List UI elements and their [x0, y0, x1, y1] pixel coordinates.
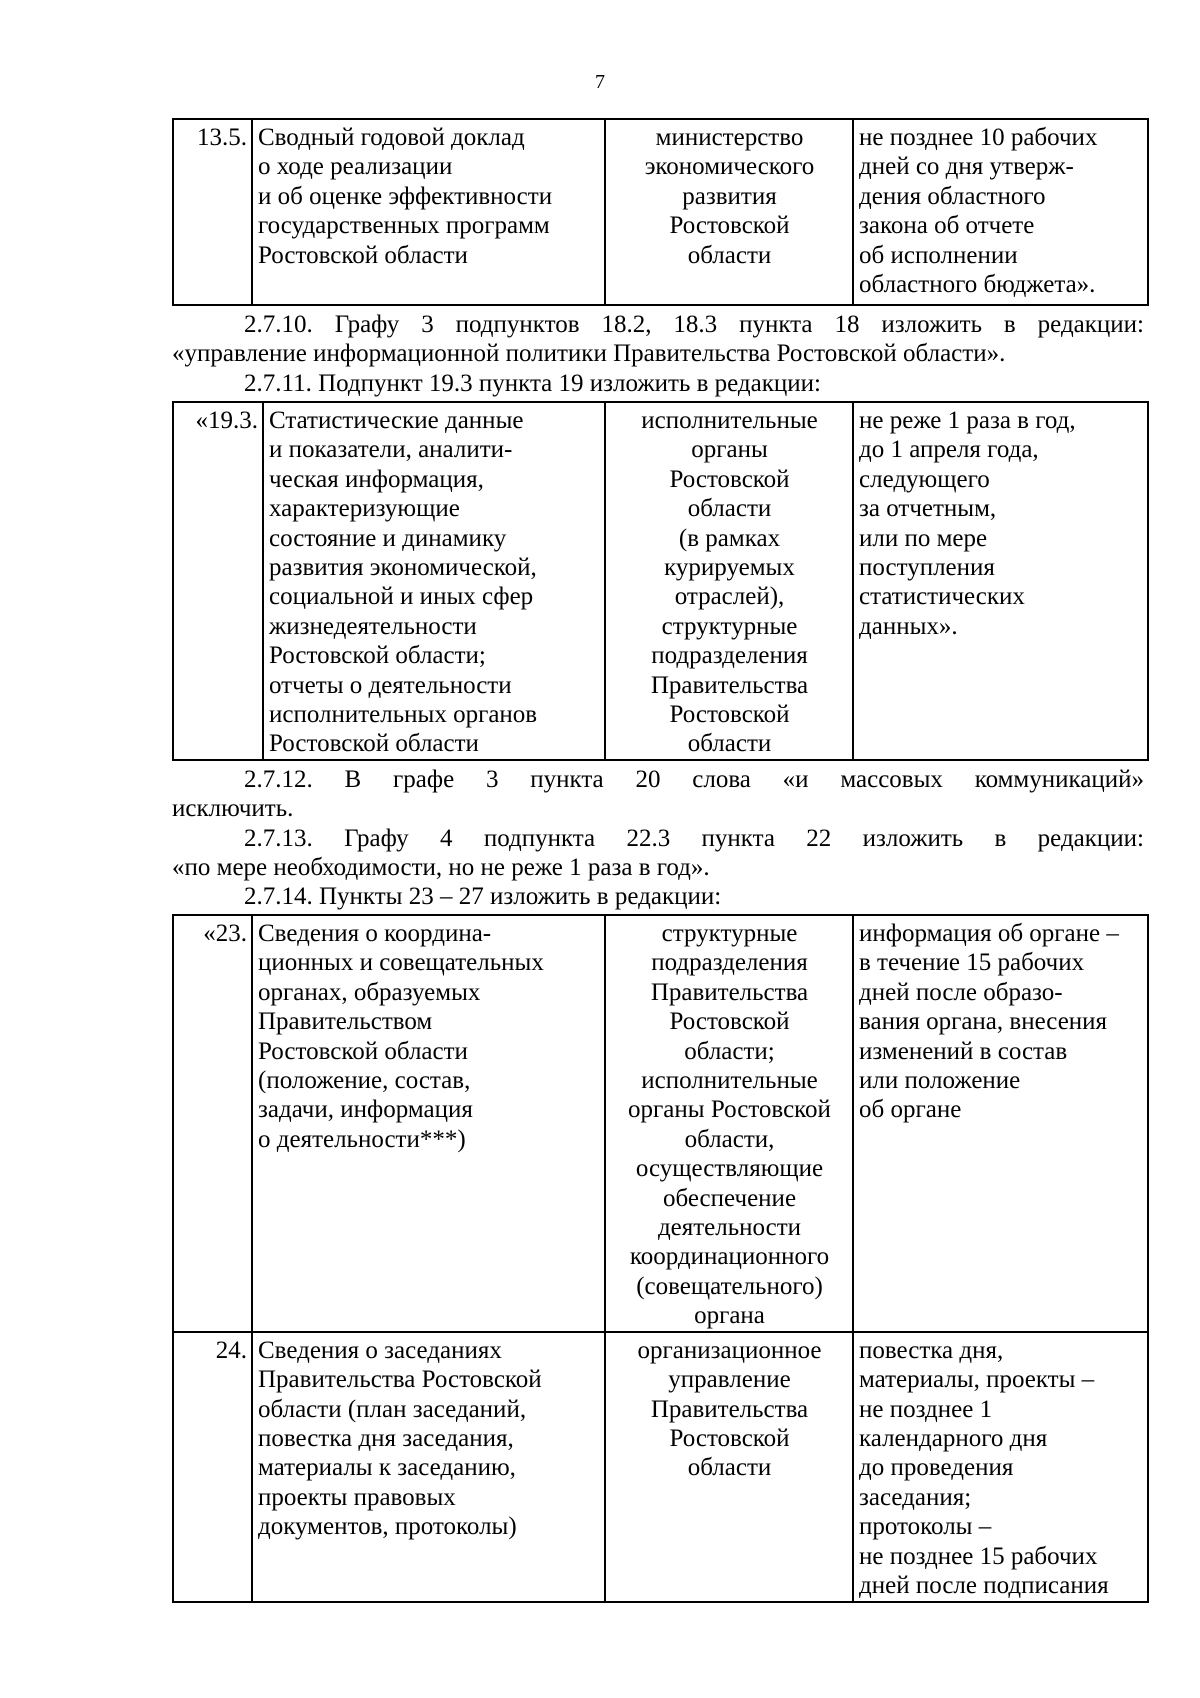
row-title: Сводный годовой доклад о ходе реализации и об оценке эффективности государственных программ Ростовской области	[252, 119, 605, 305]
table-c	[172, 914, 1149, 1603]
paragraph-2-7-11: 2.7.11. Подпункт 19.3 пункта 19 изложить в редакции:	[244, 370, 821, 397]
row-responsible: исполнительные органы Ростовской области (в рамках курируемых отраслей), структурные подразделения Правительства Ростовской области	[605, 402, 853, 760]
row-deadline: не реже 1 раза в год, до 1 апреля года, следующего за отчетным, или по мере поступления статистических данных».	[853, 402, 1148, 760]
paragraph-2-7-13-cont: «по мере необходимости, но не реже 1 раза в год».	[172, 854, 710, 881]
row-number: 13.5.	[173, 119, 252, 305]
row-title: Сведения о заседаниях Правительства Ростовской области (план заседаний, повестка дня заседания, материалы к заседанию, проекты правовых документов, протоколы)	[252, 1332, 605, 1602]
row-deadline: информация об органе – в течение 15 рабочих дней после образо- вания органа, внесения изменений в состав или положение об органе	[853, 915, 1148, 1332]
paragraph-2-7-10-cont: «управление информационной политики Правительства Ростовской области».	[172, 340, 1006, 367]
paragraph-2-7-14: 2.7.14. Пункты 23 – 27 изложить в редакции:	[244, 883, 722, 910]
paragraph-2-7-10: 2.7.10. Графу 3 подпунктов 18.2, 18.3 пункта 18 изложить в редакции:	[244, 311, 1144, 338]
table-row	[173, 1332, 1148, 1602]
paragraph-2-7-13: 2.7.13. Графу 4 подпункта 22.3 пункта 22 изложить в редакции:	[244, 825, 1144, 852]
row-number: 24.	[173, 1332, 252, 1602]
table-c-block	[172, 914, 1149, 1603]
table-row	[173, 119, 1148, 305]
table-a-block	[172, 118, 1149, 306]
page-number: 7	[595, 71, 605, 93]
table-row	[173, 402, 1148, 760]
table-b-block	[172, 401, 1149, 761]
row-title: Сведения о координа- ционных и совещательных органах, образуемых Правительством Ростовской области (положение, состав, задачи, информация о деятельности***)	[252, 915, 605, 1332]
row-responsible: структурные подразделения Правительства Ростовской области; исполнительные органы Ростовской области, осуществляющие обеспечение деятельности координационного (совещательного) органа	[605, 915, 853, 1332]
row-number: «23.	[173, 915, 252, 1332]
row-deadline: повестка дня, материалы, проекты – не позднее 1 календарного дня до проведения заседания; протоколы – не позднее 15 рабочих дней после подписания	[853, 1332, 1148, 1602]
row-responsible: министерство экономического развития Ростовской области	[605, 119, 853, 305]
row-deadline: не позднее 10 рабочих дней со дня утверж- дения областного закона об отчете об исполнении областного бюджета».	[853, 119, 1148, 305]
table-a	[172, 118, 1149, 306]
table-row	[173, 915, 1148, 1332]
paragraph-2-7-12: 2.7.12. В графе 3 пункта 20 слова «и массовых коммуникаций»	[244, 766, 1144, 793]
row-responsible: организационное управление Правительства Ростовской области	[605, 1332, 853, 1602]
paragraph-2-7-12-cont: исключить.	[172, 795, 294, 822]
row-title: Статистические данные и показатели, аналити- ческая информация, характеризующие состояние и динамику развития экономической, социальной и иных сфер жизнедеятельности Ростовской области; отчеты о деятельности исполнительных органов Ростовской области	[263, 402, 605, 760]
table-b	[172, 401, 1149, 761]
row-number: «19.3.	[173, 402, 263, 760]
